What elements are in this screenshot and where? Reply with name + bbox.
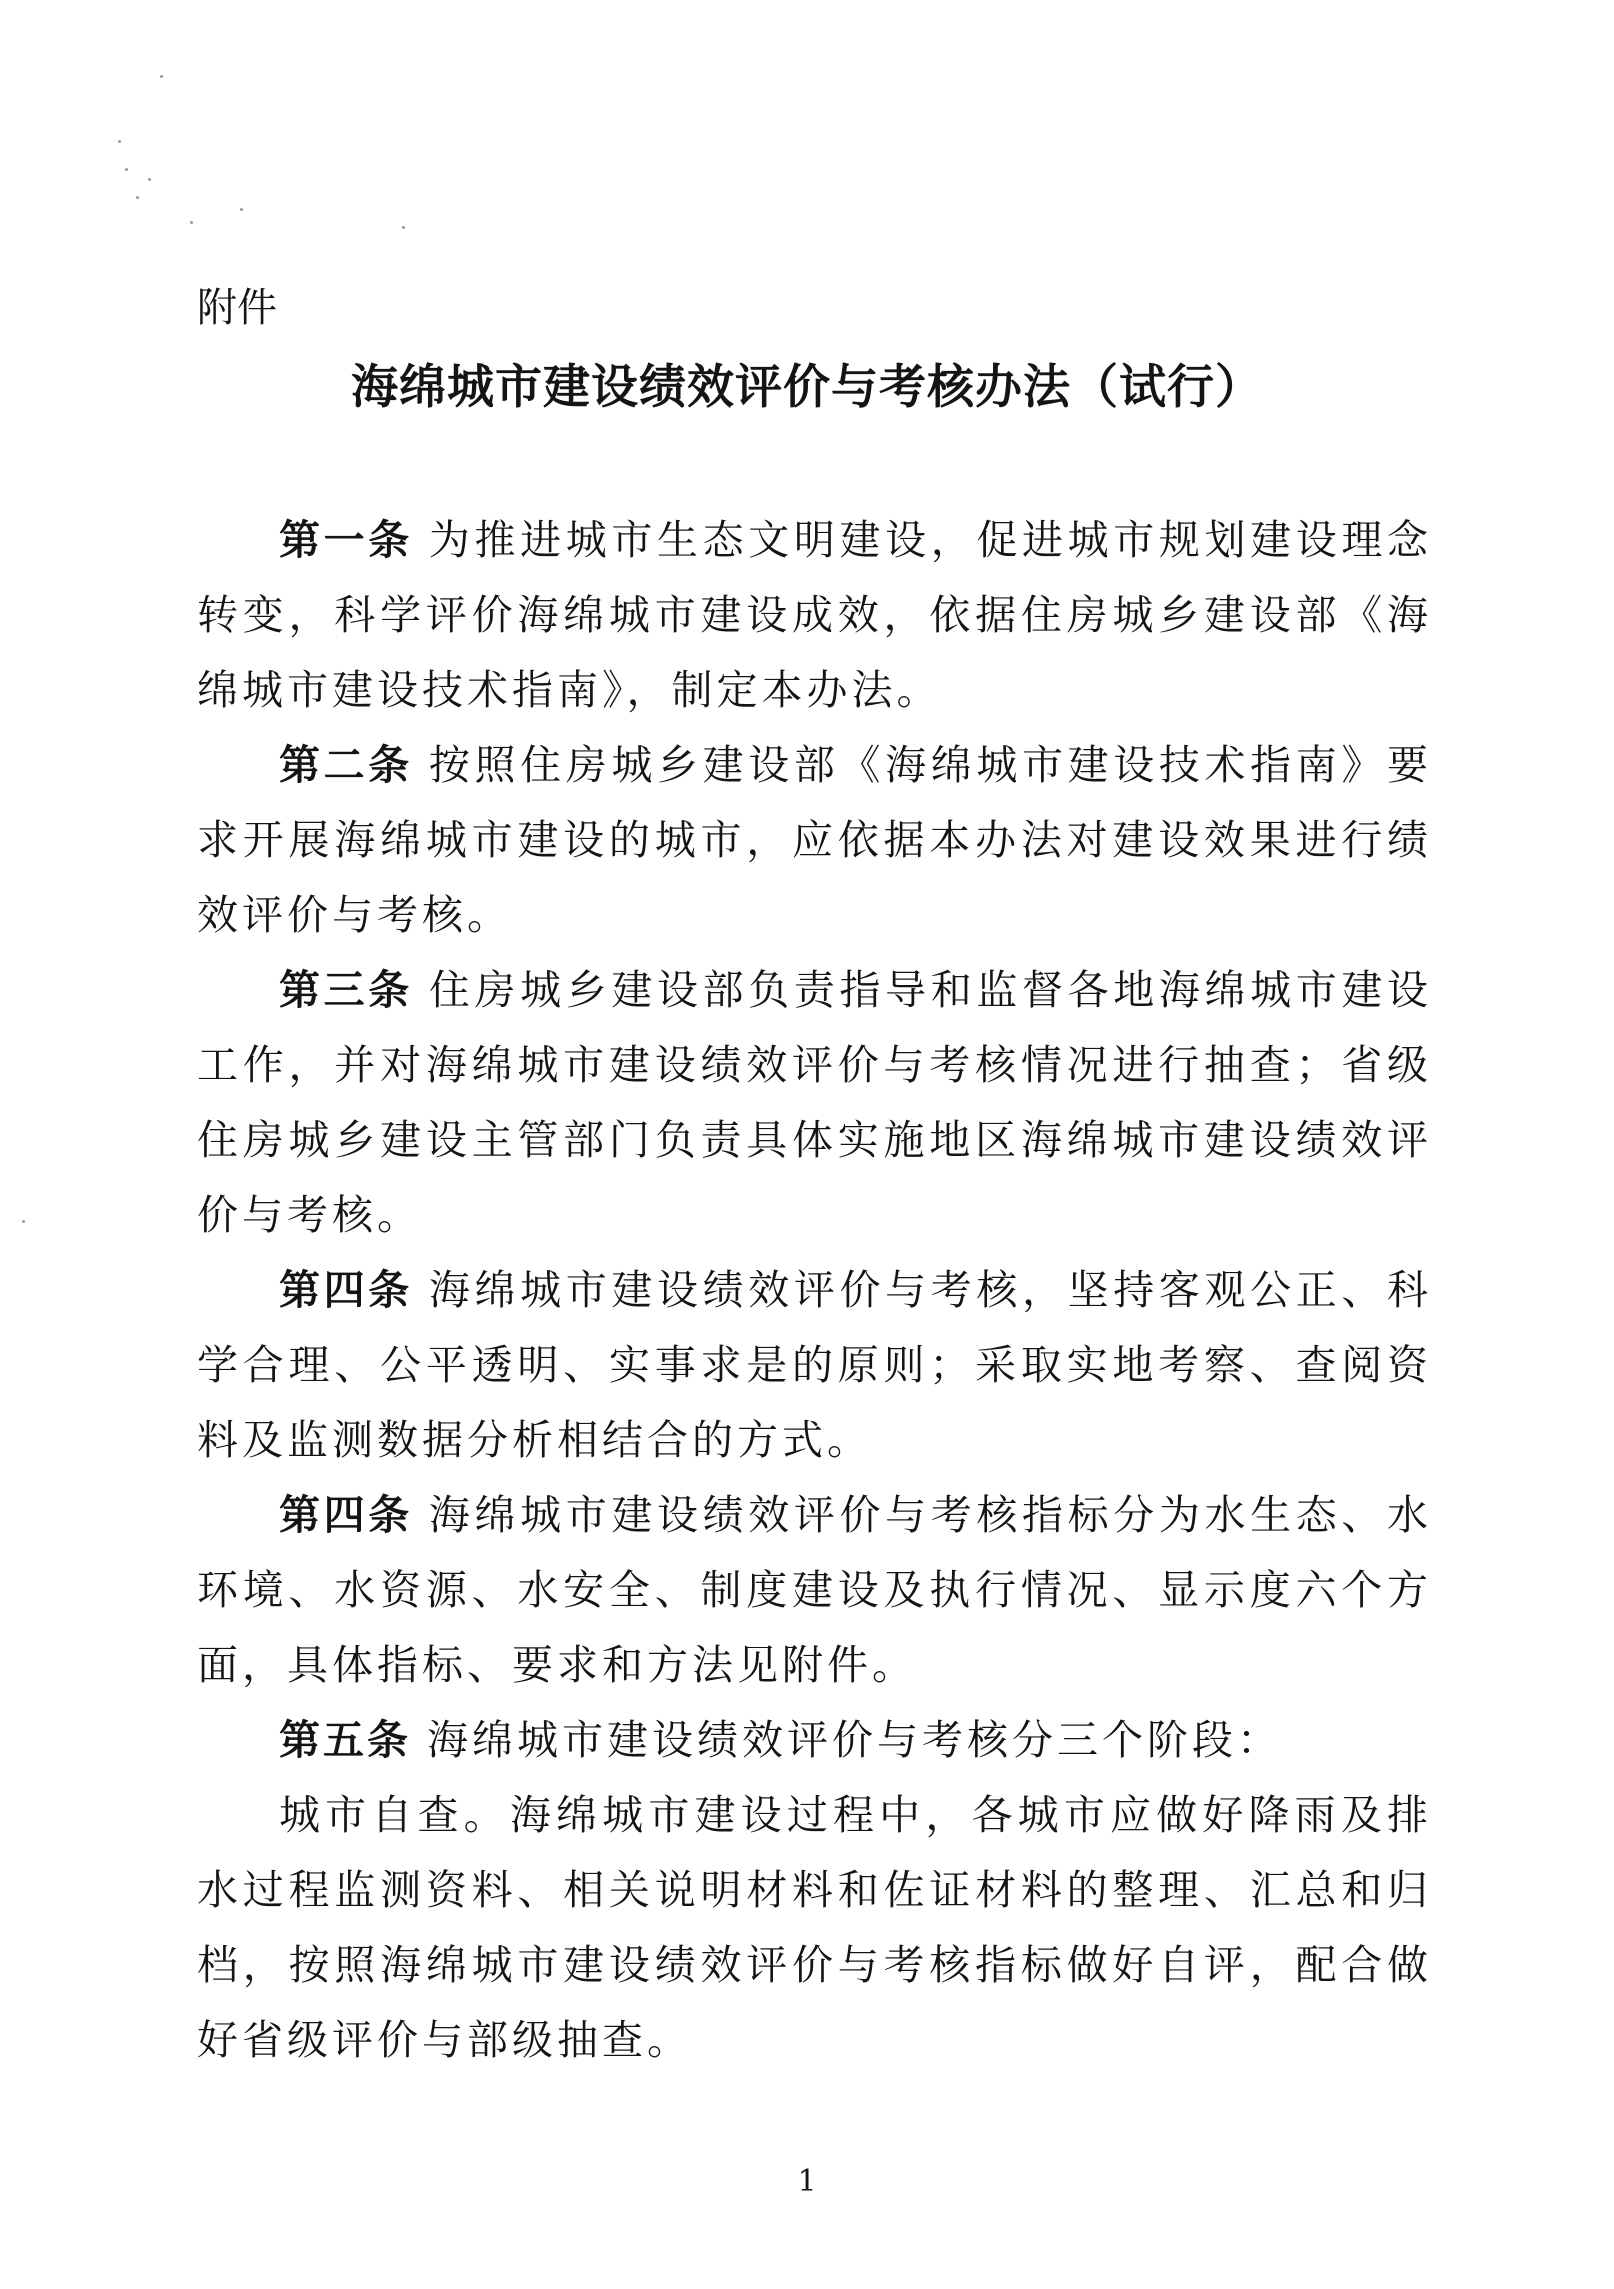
scan-speckle	[136, 196, 139, 199]
article-paragraph	[197, 1703, 1432, 1778]
scan-speckle	[118, 140, 121, 143]
article-paragraph	[197, 1778, 1432, 2078]
article-paragraph	[197, 503, 1432, 728]
article-number: 第四条	[279, 1266, 413, 1314]
article-text: 按照住房城乡建设部《海绵城市建设技术指南》要求开展海绵城市建设的城市，应依据本办法对建设效果进行绩效评价与考核。	[197, 741, 1432, 939]
article-paragraph	[197, 953, 1432, 1253]
scan-speckle	[160, 75, 163, 78]
article-number: 第二条	[279, 741, 413, 789]
page-number: 1	[797, 2164, 817, 2199]
article-paragraph	[197, 1253, 1432, 1478]
scan-speckle	[240, 208, 243, 211]
article-paragraph	[197, 728, 1432, 953]
article-text: 住房城乡建设部负责指导和监督各地海绵城市建设工作，并对海绵城市建设绩效评价与考核情况进行抽查；省级住房城乡建设主管部门负责具体实施地区海绵城市建设绩效评价与考核。	[197, 966, 1432, 1239]
scan-speckle	[402, 226, 405, 229]
article-text: 城市自查。海绵城市建设过程中，各城市应做好降雨及排水过程监测资料、相关说明材料和佐证材料的整理、汇总和归档，按照海绵城市建设绩效评价与考核指标做好自评，配合做好省级评价与部级抽查。	[197, 1791, 1432, 2064]
article-text: 海绵城市建设绩效评价与考核指标分为水生态、水环境、水资源、水安全、制度建设及执行情况、显示度六个方面，具体指标、要求和方法见附件。	[197, 1491, 1432, 1689]
article-number: 第三条	[279, 966, 413, 1014]
document-title: 海绵城市建设绩效评价与考核办法（试行）	[351, 360, 1263, 415]
article-number: 第四条	[279, 1491, 413, 1539]
article-number: 第五条	[279, 1716, 411, 1764]
attachment-label: 附件	[197, 285, 277, 331]
article-number: 第一条	[279, 516, 413, 564]
article-paragraph	[197, 1478, 1432, 1703]
scan-speckle	[22, 1220, 25, 1223]
scan-speckle	[148, 178, 151, 181]
article-text: 海绵城市建设绩效评价与考核，坚持客观公正、科学合理、公平透明、实事求是的原则；采取实地考察、查阅资料及监测数据分析相结合的方式。	[197, 1266, 1432, 1464]
article-text: 海绵城市建设绩效评价与考核分三个阶段：	[427, 1716, 1282, 1764]
article-text: 为推进城市生态文明建设，促进城市规划建设理念转变，科学评价海绵城市建设成效，依据住房城乡建设部《海绵城市建设技术指南》，制定本办法。	[197, 516, 1432, 714]
scan-speckle	[190, 221, 193, 224]
scan-speckle	[125, 168, 128, 171]
document-body	[197, 503, 1432, 2078]
